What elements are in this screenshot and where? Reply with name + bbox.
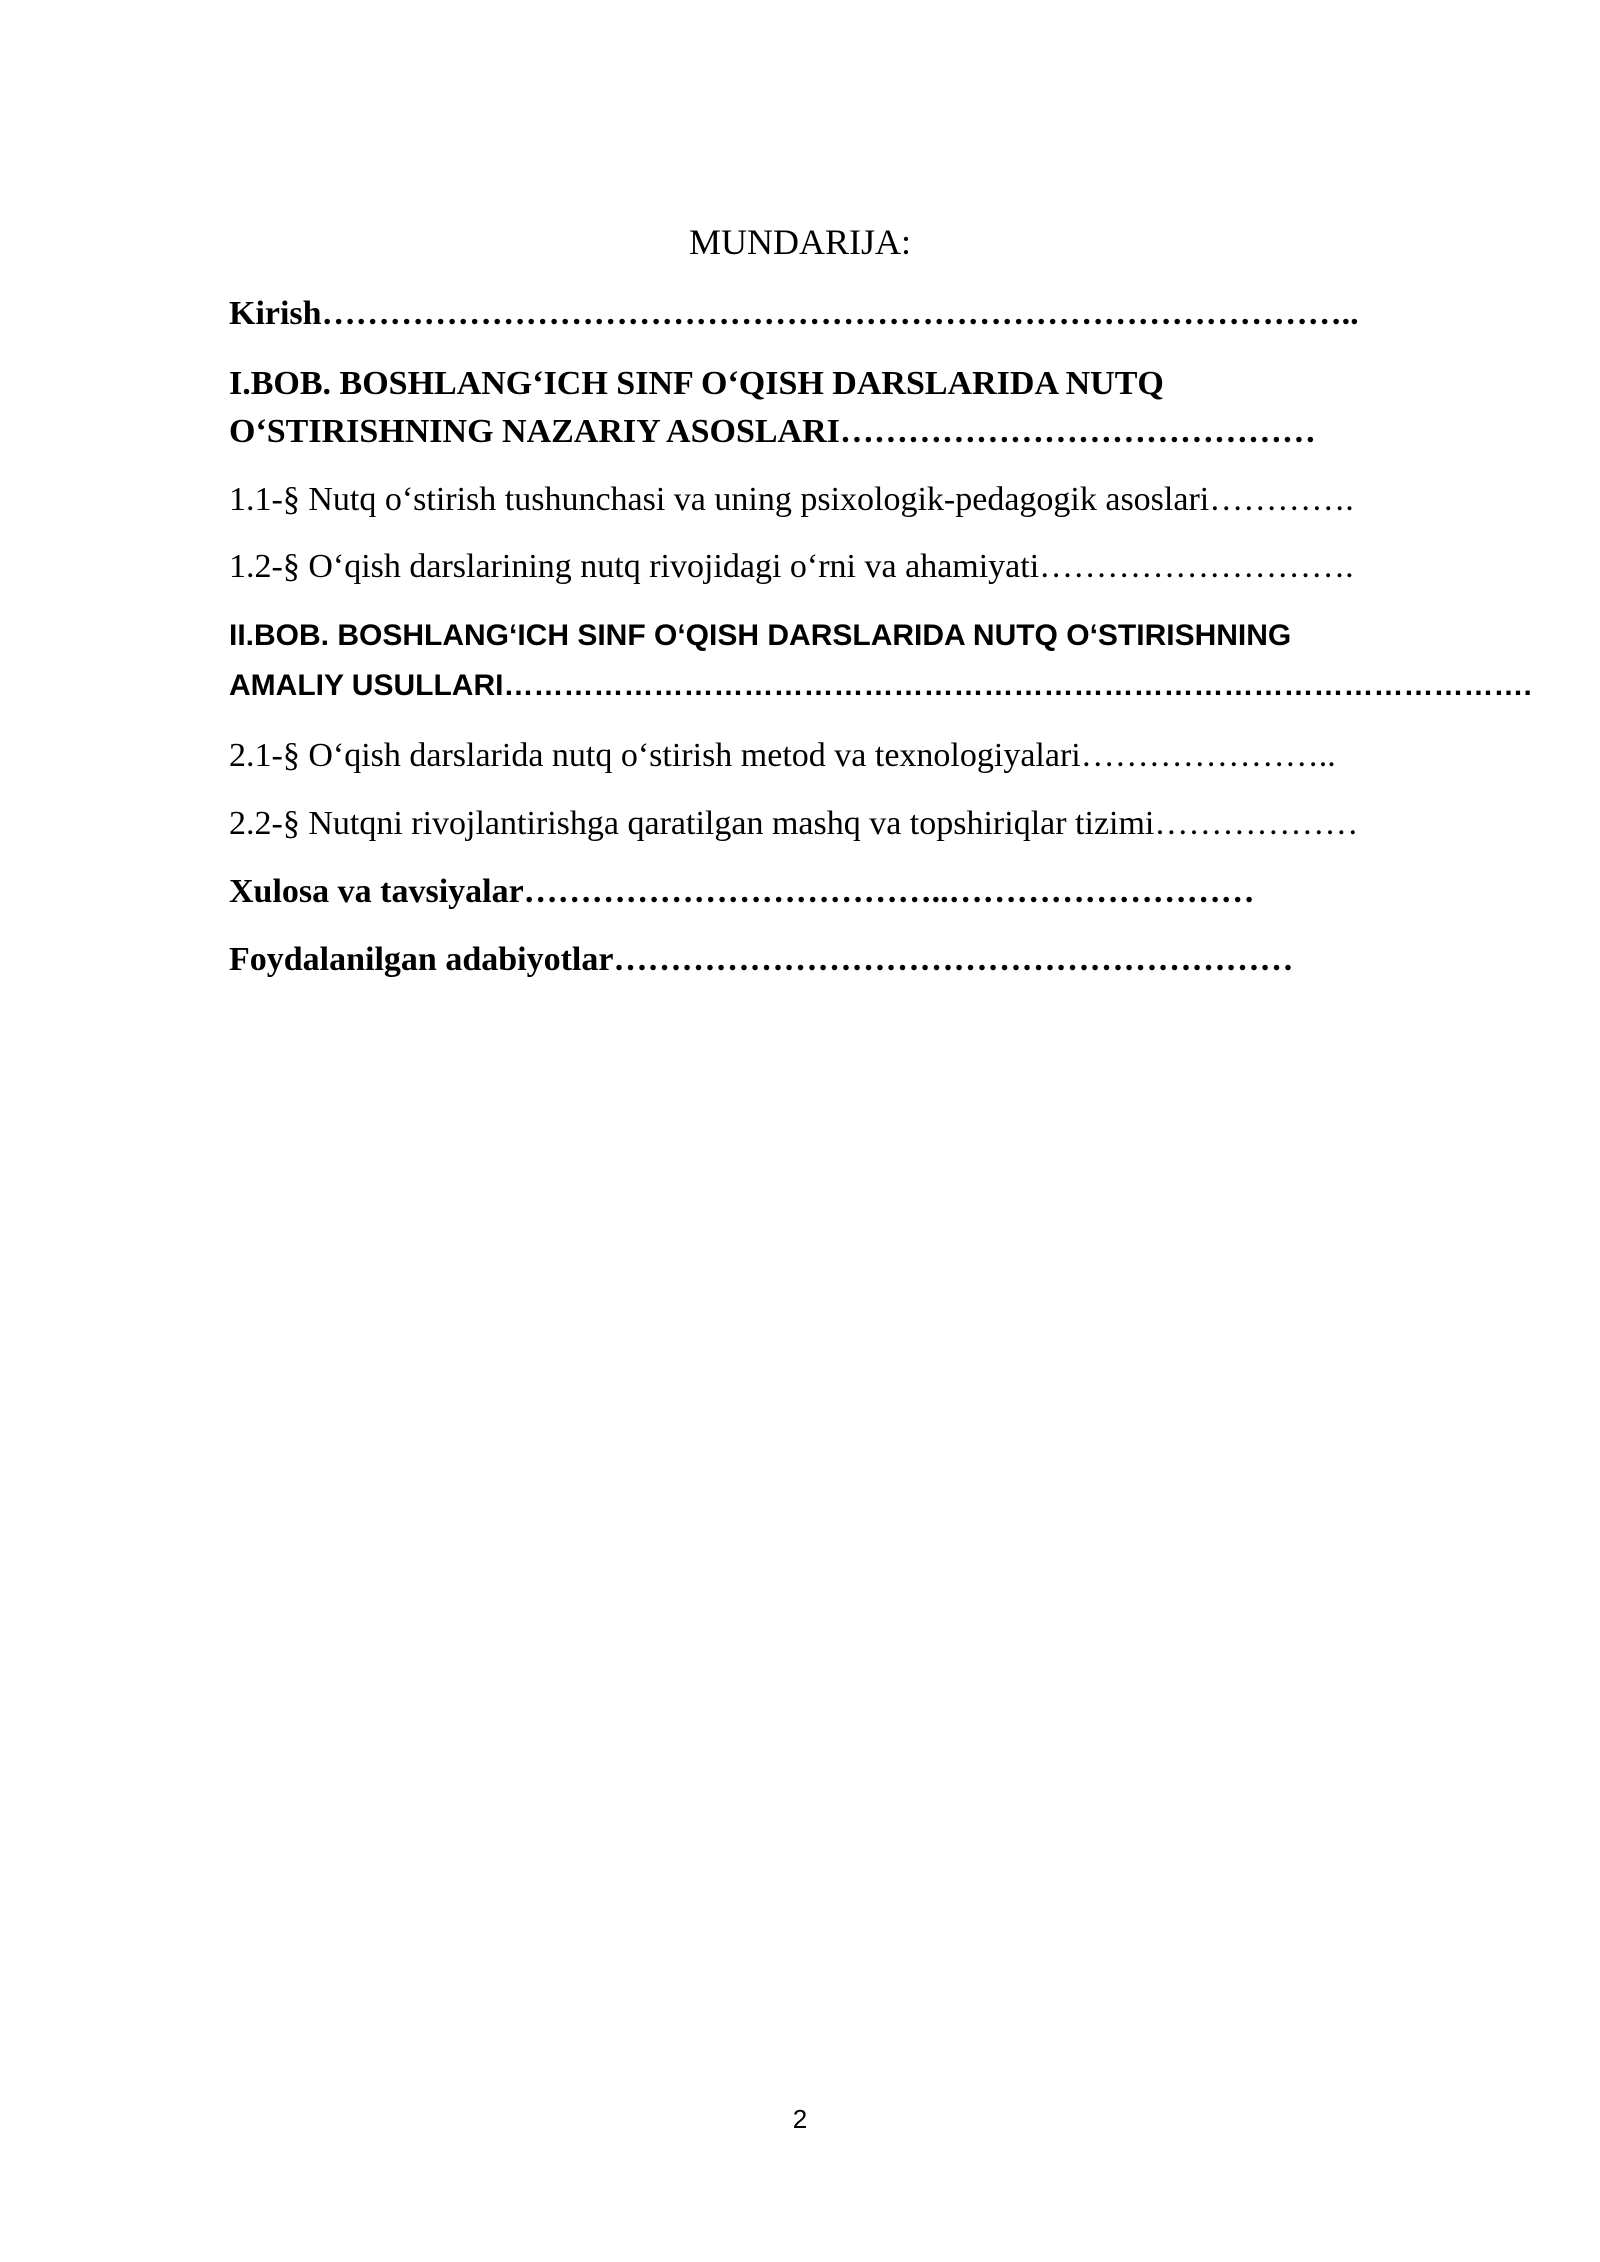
toc-entry-section-2-2: 2.2-§ Nutqni rivojlantirishga qaratilgan mashq va topshiriqlar tizimi……………… <box>229 805 1359 842</box>
toc-entry-chapter-2 <box>229 611 1532 711</box>
toc-entry-kirish: Kirish……………………………………………………………………………….. <box>229 295 1359 332</box>
toc-entry-chapter-1 <box>229 360 1499 456</box>
toc-entry-section-1-1: 1.1-§ Nutq o‘stirish tushunchasi va uning psixologik-pedagogik asoslari…………. <box>229 481 1354 518</box>
toc-entry-references: Foydalanilgan adabiyotlar…………………………………………………… <box>229 941 1294 978</box>
toc-entry-section-1-2: 1.2-§ O‘qish darslarining nutq rivojidagi o‘rni va ahamiyati………………………. <box>229 548 1354 585</box>
toc-title: MUNDARIJA: <box>688 222 911 262</box>
chapter-1-title-line-1: I.BOB. BOSHLANG‘ICH SINF O‘QISH DARSLARIDA NUTQ <box>229 365 1164 402</box>
toc-entry-conclusion: Xulosa va tavsiyalar………………………………..……………………… <box>229 873 1255 910</box>
toc-entry-section-2-1: 2.1-§ O‘qish darslarida nutq o‘stirish metod va texnologiyalari………………….. <box>229 737 1336 774</box>
table-of-contents <box>229 290 1532 984</box>
page-number: 2 <box>792 2104 808 2134</box>
chapter-1-title-line-2: O‘STIRISHNING NAZARIY ASOSLARI…………………………………… <box>229 413 1316 450</box>
chapter-2-title-line-1: II.BOB. BOSHLANG‘ICH SINF O‘QISH DARSLARIDA NUTQ O‘STIRISHNING <box>229 619 1292 652</box>
chapter-2-title-line-2: AMALIY USULLARI…………………………………………………………………………………………. <box>229 669 1532 702</box>
